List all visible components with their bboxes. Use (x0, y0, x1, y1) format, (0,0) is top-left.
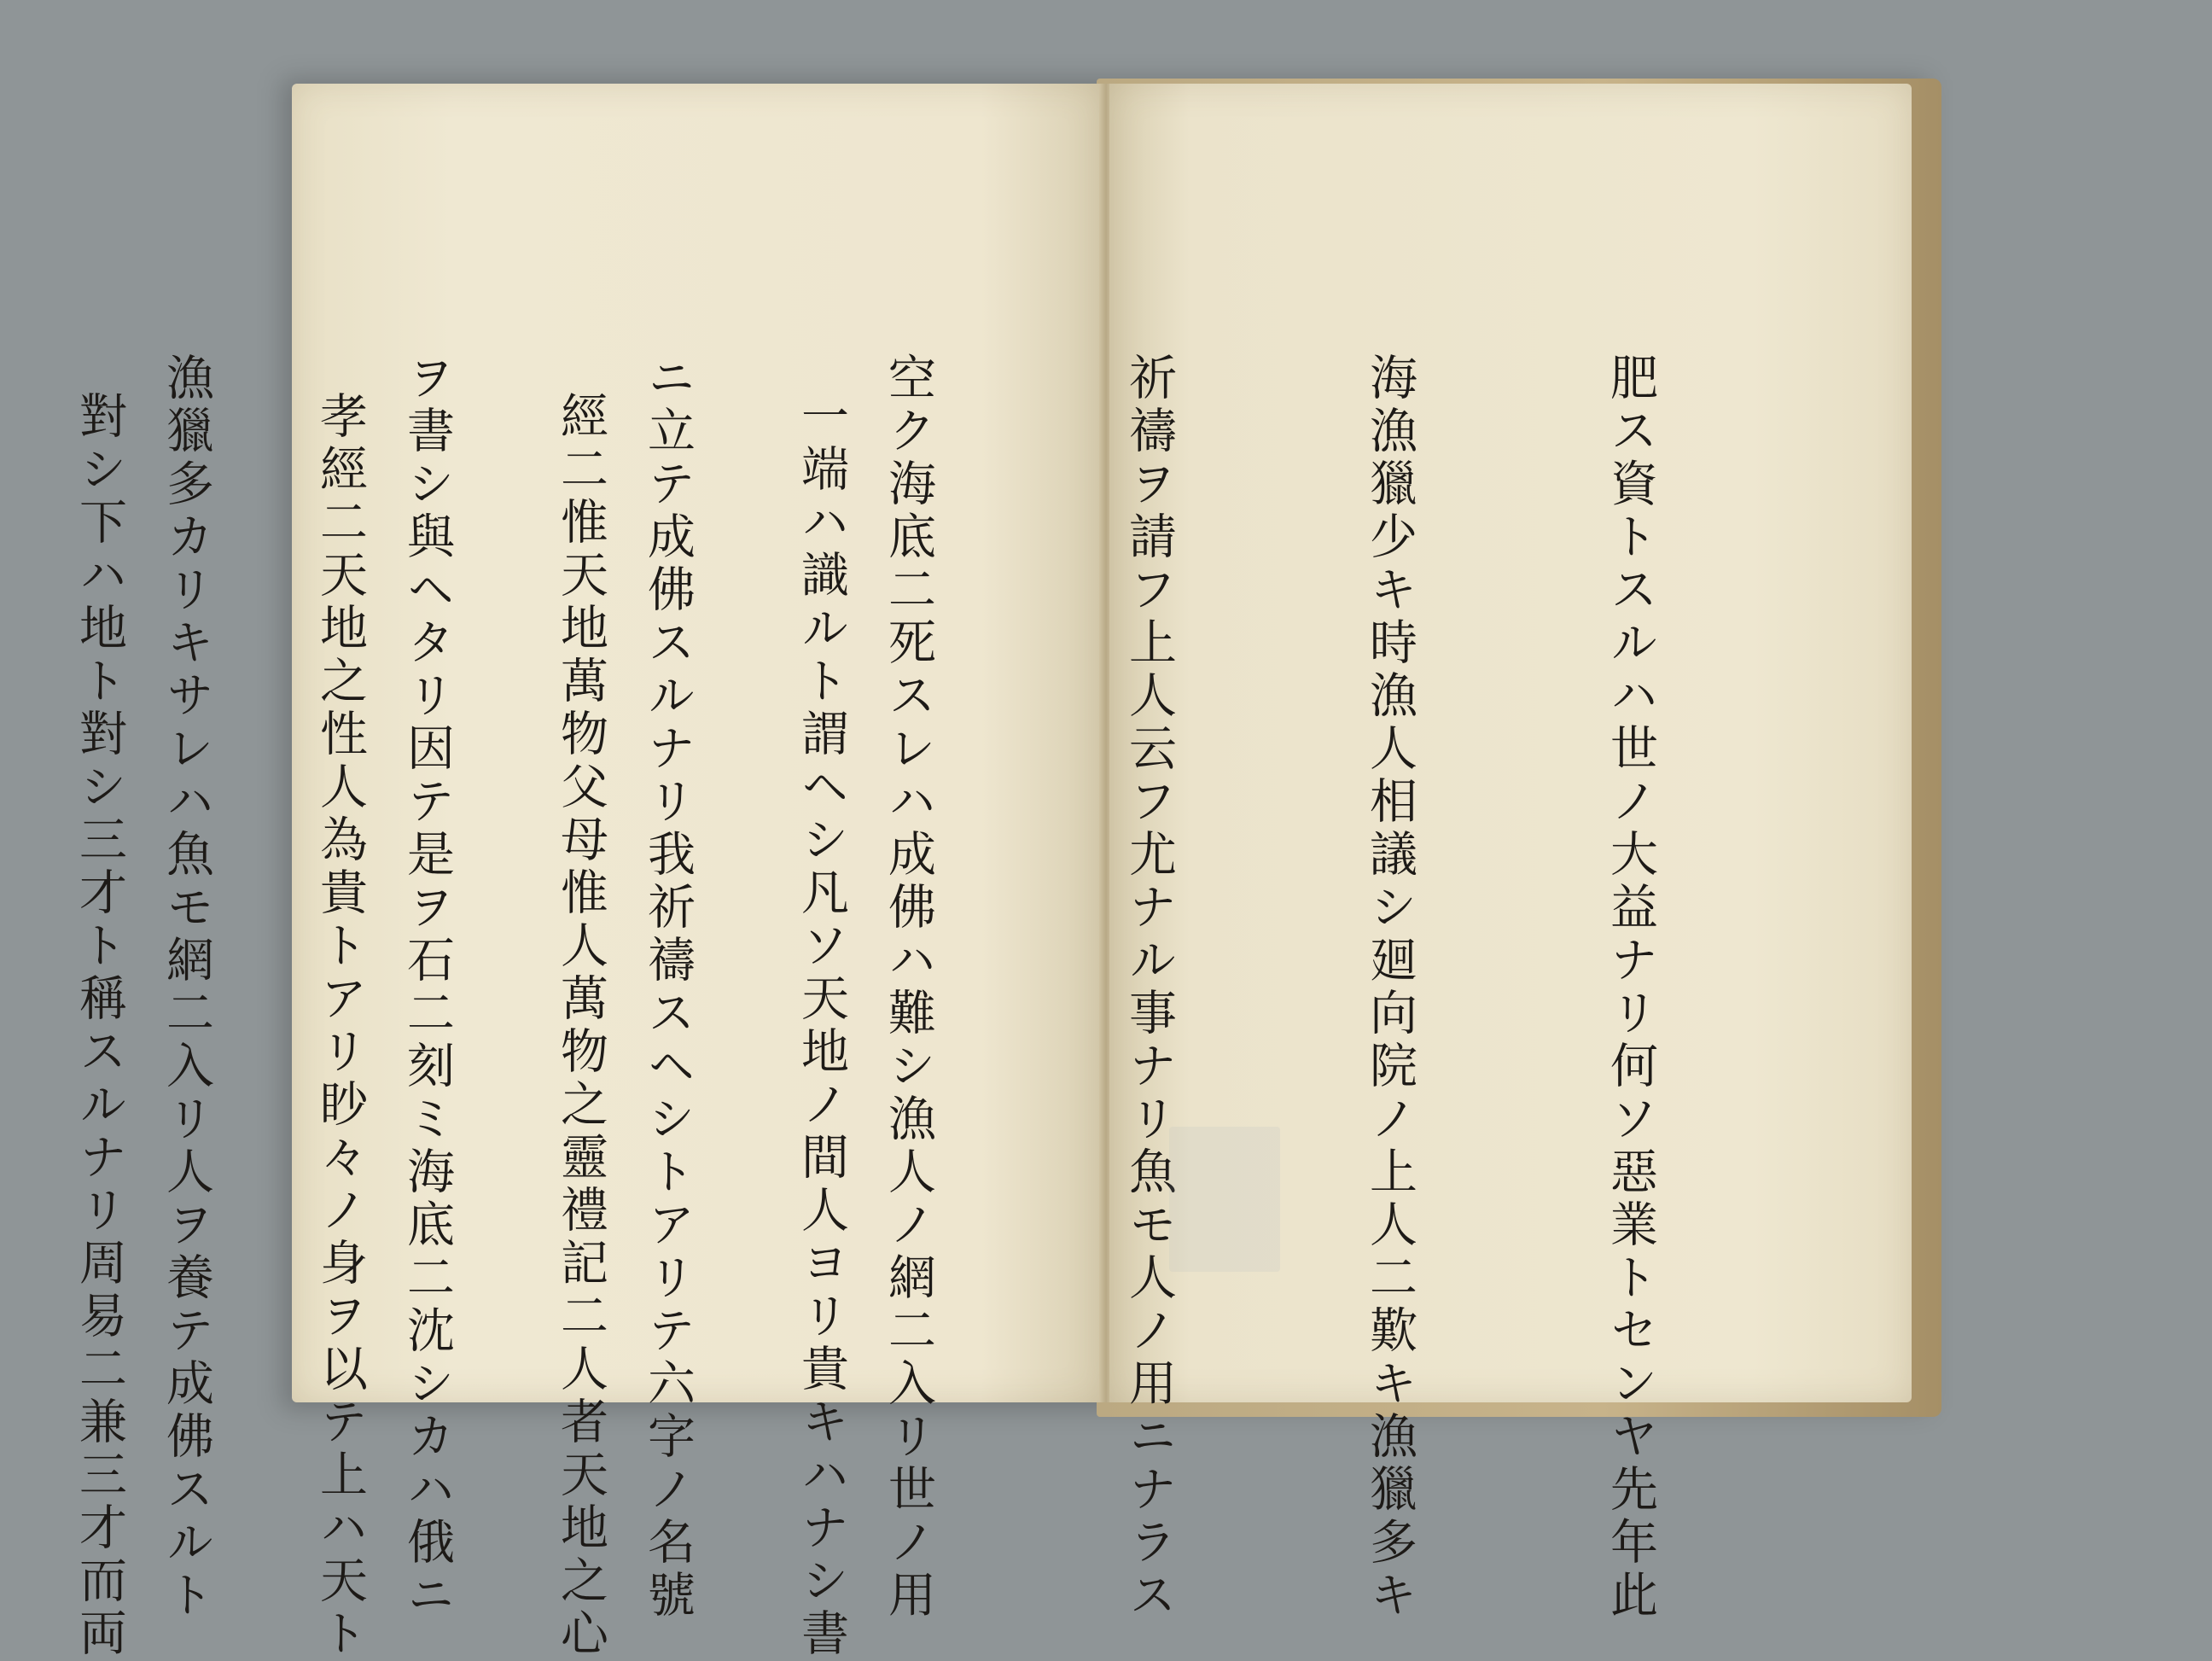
right-column-6: ヲ書シ與ヘタリ因テ是ヲ石二刻ミ海底二沈シカハ俄ニ (399, 353, 455, 1623)
left-column-2: 經二惟天地萬物父母惟人萬物之靈禮記二人者天地之心 (553, 391, 608, 1661)
right-column-5: ニ立テ成佛スルナリ我祈禱スヘシトアリテ六字ノ名號 (640, 353, 696, 1623)
right-column-2: 海漁獵少キ時漁人相議シ廻向院ノ上人二歎キ漁獵多キ (1362, 353, 1417, 1623)
left-column-4: 對シ下ハ地ト對シ三才ト稱スルナリ周易二兼三才而両 (72, 391, 127, 1661)
faded-stamp-mark (1169, 1127, 1280, 1272)
left-column-3: 孝經二天地之性人為貴トアリ眇々ノ身ヲ以テ上ハ天ト (312, 391, 368, 1661)
right-page-text (0, 353, 1831, 1623)
left-column-1: 一端ハ識ルト謂ヘシ凡ソ天地ノ間人ヨリ貴キハナシ書 (794, 391, 849, 1661)
right-column-7: 漁獵多カリキサレハ魚モ網二入リ人ヲ養テ成佛スルト (159, 353, 214, 1623)
right-column-3: 祈禱ヲ請フ上人云フ尤ナル事ナリ魚モ人ノ用ニナラス (1121, 353, 1177, 1623)
right-column-1: 肥ス資トスルハ世ノ大益ナリ何ソ惡業トセンヤ先年此 (1603, 353, 1658, 1623)
right-column-4: 空ク海底二死スレハ成佛ハ難シ漁人ノ網二入リ世ノ用 (881, 353, 936, 1623)
